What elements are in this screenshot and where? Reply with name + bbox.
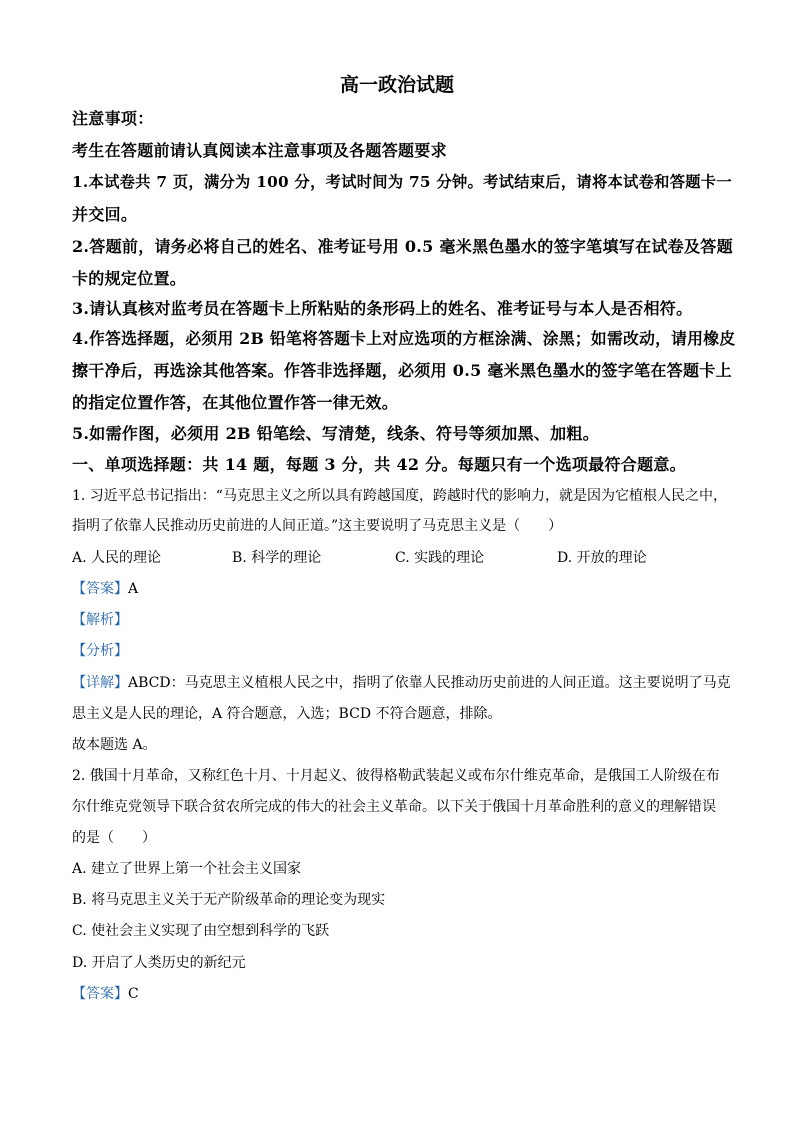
q1-conclusion: 故本题选 A。 [72,737,157,753]
q2-option-c: C. 使社会主义实现了由空想到科学的飞跃 [72,923,330,939]
q1-stem-line: 指明了依靠人民推动历史前进的人间正道。”这主要说明了马克思主义是（ ） [72,518,563,534]
q1-analysis-tag [72,609,128,629]
notice-line: 卡的规定位置。 [72,269,187,288]
q2-answer [72,983,139,1003]
detail-tag: 【详解】 [72,675,128,691]
q1-options [72,547,647,567]
answer-value: C [128,986,139,1002]
q2-option-d: D. 开启了人类历史的新纪元 [72,955,246,971]
notice-line: 并交回。 [72,205,138,224]
answer-tag: 【答案】 [72,986,128,1002]
notice-line: 1.本试卷共 7 页，满分为 100 分，考试时间为 75 分钟。考试结束后，请将本试卷和答题卡一 [72,173,732,191]
q1-answer [72,578,138,598]
notice-heading: 注意事项： [72,109,154,128]
q1-option-d: D. 开放的理论 [557,550,647,566]
q2-stem-line: 尔什维克党领导下联合贫农所完成的伟大的社会主义革命。以下关于俄国十月革命胜利的意义的理解错误 [72,799,716,815]
q2-option-b: B. 将马克思主义关于无产阶级革命的理论变为现实 [72,892,386,908]
q2-stem-line: 的是（ ） [72,830,156,846]
fenxi-tag: 【分析】 [72,643,128,659]
q2-stem-line: 2. 俄国十月革命，又称红色十月、十月起义、彼得格勒武装起义或布尔什维克革命，是俄国工人阶级在布 [72,768,720,784]
notice-line: 5.如需作图，必须用 2B 铅笔绘、写清楚，线条、符号等须加黑、加粗。 [72,424,600,443]
q1-detail-line: 思主义是人民的理论，A 符合题意，入选；BCD 不符合题意，排除。 [72,706,502,722]
q2-option-a: A. 建立了世界上第一个社会主义国家 [72,861,302,877]
answer-tag: 【答案】 [72,581,128,597]
page-title: 高一政治试题 [339,74,454,96]
section-heading: 一、单项选择题：共 14 题，每题 3 分，共 42 分。每题只有一个选项最符合题意。 [72,455,686,474]
notice-line: 2.答题前，请务必将自己的姓名、准考证号用 0.5 毫米黑色墨水的签字笔填写在试卷及答题 [72,237,733,256]
notice-line: 3.请认真核对监考员在答题卡上所粘贴的条形码上的姓名、准考证号与本人是否相符。 [72,299,693,318]
q1-fenxi-tag [72,640,128,660]
q1-stem-line: 1. 习近平总书记指出：“马克思主义之所以具有跨越国度，跨越时代的影响力，就是因为它植根人民之中， [72,488,727,504]
analysis-tag: 【解析】 [72,612,128,628]
notice-line: 考生在答题前请认真阅读本注意事项及各题答题要求 [72,141,447,160]
q1-option-b: B. 科学的理论 [232,550,322,566]
q1-option-a: A. 人民的理论 [72,550,162,566]
q1-detail-line [72,672,731,692]
notice-line: 擦干净后，再选涂其他答案。作答非选择题，必须用 0.5 毫米黑色墨水的签字笔在答题卡上 [72,361,732,380]
notice-line: 的指定位置作答，在其他位置作答一律无效。 [72,393,399,412]
notice-line: 4.作答选择题，必须用 2B 铅笔将答题卡上对应选项的方框涂满、涂黑；如需改动，请用橡皮 [72,329,736,348]
answer-value: A [128,581,139,597]
q1-option-c: C. 实践的理论 [395,550,485,566]
detail-text: ABCD：马克思主义植根人民之中，指明了依靠人民推动历史前进的人间正道。这主要说明了马克 [128,675,731,691]
